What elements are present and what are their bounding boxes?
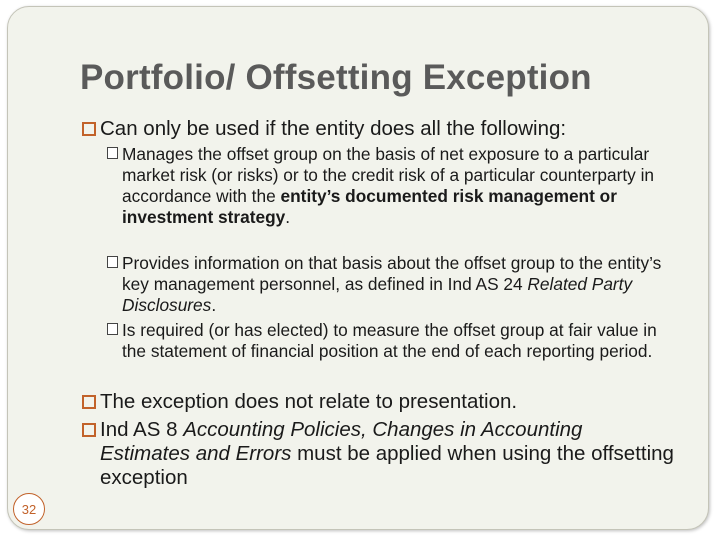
sub-bullet-manages-offset-group (107, 144, 681, 228)
checkbox-bullet-icon (82, 423, 96, 437)
page-number-badge: 32 (13, 493, 45, 525)
missing-glyph-bullet-icon (107, 147, 118, 159)
sub-bullet-italic-text: Related Party Disclosures (122, 274, 633, 315)
bullet-italic-text: Accounting Policies, Changes in Accounting Estimates and Errors (100, 418, 583, 465)
sub-bullet-is-required (107, 320, 681, 362)
bullet-ind-as-8 (82, 418, 678, 490)
bullet-text: The exception does not relate to presentation. (100, 390, 518, 413)
sub-bullet-text: Provides information on that basis about the offset group to the entity’s key management personnel, as defined in Ind AS 24 (122, 253, 662, 294)
sub-bullet-period: . (285, 207, 291, 227)
checkbox-bullet-icon (82, 395, 96, 409)
sub-bullet-period: . (211, 295, 217, 315)
missing-glyph-bullet-icon (107, 256, 118, 268)
bullet-text: Can only be used if the entity does all the following: (100, 117, 567, 140)
sub-bullet-text: Is required (or has elected) to measure the offset group at fair value in the statement of financial position at the end of each reporting period. (122, 320, 657, 361)
sub-bullet-text: Manages the offset group on the basis of net exposure to a particular market risk (or risks) or to the credit risk of a particular counterparty in accordance with the (122, 144, 655, 206)
bullet-text-suffix: must be applied when using the offsetting exception (100, 442, 674, 489)
sub-bullet-provides-information (107, 253, 681, 316)
slide-title: Portfolio/ Offsetting Exception (80, 58, 592, 97)
checkbox-bullet-icon (82, 122, 96, 136)
missing-glyph-bullet-icon (107, 323, 118, 335)
sub-bullet-bold-text: entity’s documented risk management or investment strategy (122, 186, 617, 227)
bullet-text-prefix: Ind AS 8 (100, 418, 184, 441)
bullet-can-only-be-used (82, 117, 566, 141)
bullet-exception-not-presentation (82, 390, 517, 414)
